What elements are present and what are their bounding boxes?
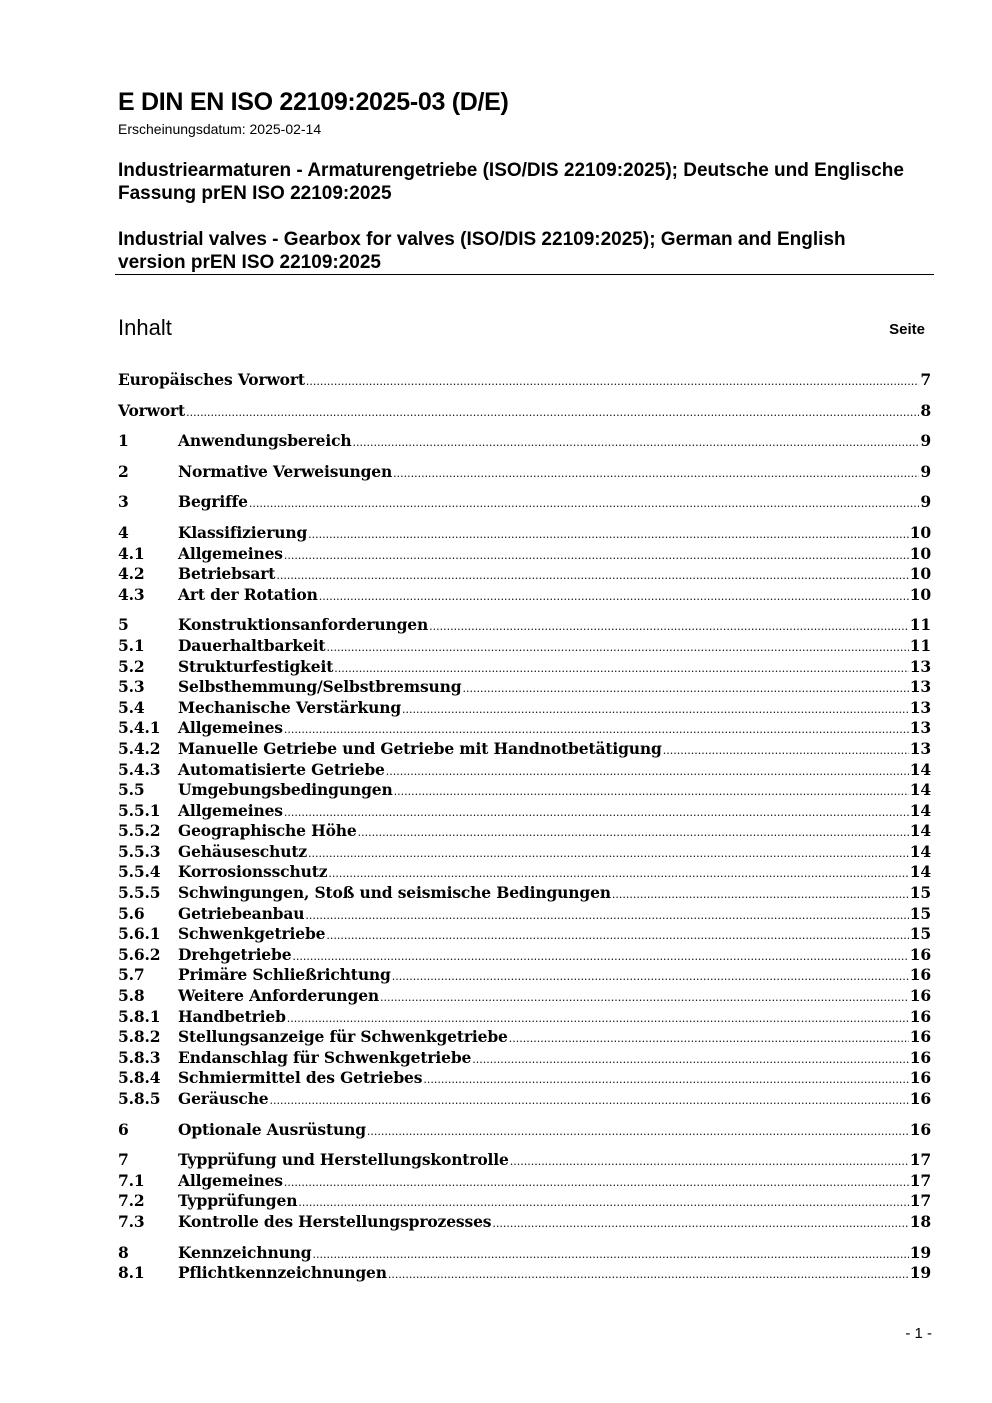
toc-entry-title: Korrosionsschutz bbox=[178, 862, 328, 882]
toc-entry-page: 8 bbox=[920, 400, 931, 420]
toc-entry[interactable] bbox=[118, 760, 931, 781]
toc-entry-title: Klassifizierung bbox=[178, 522, 308, 542]
toc-entry-number: 5.7 bbox=[118, 965, 145, 985]
toc-dot-leader bbox=[334, 662, 909, 675]
toc-entry[interactable] bbox=[118, 883, 931, 904]
toc-entry[interactable] bbox=[118, 1243, 931, 1264]
toc-entry-page: 15 bbox=[909, 903, 931, 923]
toc-entry[interactable] bbox=[118, 1048, 931, 1069]
toc-entry[interactable] bbox=[118, 544, 931, 565]
toc-dot-leader bbox=[394, 785, 909, 798]
toc-entry-page: 11 bbox=[909, 615, 931, 635]
toc-entry[interactable] bbox=[118, 924, 931, 945]
toc-entry-page: 17 bbox=[909, 1170, 931, 1190]
toc-entry[interactable] bbox=[118, 1171, 931, 1192]
toc-entry-number: 5.8.5 bbox=[118, 1089, 161, 1108]
toc-entry[interactable] bbox=[118, 492, 931, 513]
toc-dot-leader bbox=[462, 682, 908, 695]
toc-entry-page: 14 bbox=[909, 800, 931, 820]
toc-entry-title: Konstruktionsanforderungen bbox=[178, 615, 429, 635]
toc-entry-title: Optionale Ausrüstung bbox=[178, 1119, 366, 1139]
page-number: - 1 - bbox=[905, 1325, 932, 1342]
toc-entry-page: 10 bbox=[909, 564, 931, 584]
toc-entry-title: Typprüfungen bbox=[178, 1191, 298, 1211]
toc-dot-leader bbox=[308, 847, 909, 860]
toc-entry-page: 16 bbox=[909, 1006, 931, 1026]
toc-entry-number: 5.2 bbox=[118, 656, 145, 676]
toc-entry[interactable] bbox=[118, 1191, 931, 1212]
toc-entry-page: 9 bbox=[920, 461, 931, 481]
toc-entry-title: Mechanische Verstärkung bbox=[178, 697, 402, 717]
toc-entry-number: 5.5.3 bbox=[118, 841, 161, 861]
toc-entry-title: Geräusche bbox=[178, 1089, 269, 1108]
toc-entry-number: 5.6.2 bbox=[118, 944, 161, 964]
toc-dot-leader bbox=[510, 1155, 909, 1168]
toc-entry[interactable] bbox=[118, 1263, 931, 1284]
toc-entry-number: 5.4.2 bbox=[118, 738, 161, 758]
toc-entry-page: 19 bbox=[909, 1263, 931, 1283]
toc-entry[interactable] bbox=[118, 431, 931, 452]
toc-entry-page: 16 bbox=[909, 1119, 931, 1139]
toc-entry[interactable] bbox=[118, 462, 931, 483]
toc-page-label: Seite bbox=[889, 321, 925, 338]
toc-entry[interactable] bbox=[118, 718, 931, 739]
toc-entry-number: 1 bbox=[118, 431, 129, 451]
toc-entry-page: 10 bbox=[909, 584, 931, 604]
toc-entry-page: 10 bbox=[909, 543, 931, 563]
toc-entry-number: 5.8.4 bbox=[118, 1068, 161, 1088]
toc-dot-leader bbox=[402, 703, 909, 716]
toc-entry-number: 5.6.1 bbox=[118, 924, 161, 944]
toc-entry-title: Anwendungsbereich bbox=[178, 431, 352, 451]
toc-dot-leader bbox=[358, 826, 909, 839]
toc-entry-number: 4.1 bbox=[118, 543, 145, 563]
toc-dot-leader bbox=[472, 1053, 908, 1066]
toc-dot-leader bbox=[305, 909, 908, 922]
toc-entry-title: Manuelle Getriebe und Getriebe mit Handnotbetätigung bbox=[178, 738, 662, 758]
toc-entry-number: 6 bbox=[118, 1119, 129, 1139]
toc-entry[interactable] bbox=[118, 636, 931, 657]
toc-entry-number: 5.8.2 bbox=[118, 1027, 161, 1047]
toc-entry-title: Kontrolle des Herstellungsprozesses bbox=[178, 1211, 492, 1231]
toc-entry-title: Automatisierte Getriebe bbox=[178, 759, 385, 779]
toc-entry-number: 7.3 bbox=[118, 1211, 145, 1231]
toc-entry-number: 3 bbox=[118, 492, 129, 512]
toc-entry-page: 16 bbox=[909, 965, 931, 985]
toc-dot-leader bbox=[284, 1176, 909, 1189]
toc-entry-title: Handbetrieb bbox=[178, 1006, 286, 1026]
toc-entry-page: 13 bbox=[909, 738, 931, 758]
toc-entry-page: 16 bbox=[909, 1047, 931, 1067]
toc-entry-number: 5.8.1 bbox=[118, 1006, 161, 1026]
toc-dot-leader bbox=[249, 497, 920, 510]
toc-entry[interactable] bbox=[118, 523, 931, 544]
toc-entry-title: Allgemeines bbox=[178, 800, 283, 820]
toc-heading: Inhalt bbox=[118, 315, 172, 340]
toc-entry-number: 7.1 bbox=[118, 1170, 145, 1190]
toc-entry-number: 5.6 bbox=[118, 903, 145, 923]
toc-entry-title: Stellungsanzeige für Schwenkgetriebe bbox=[178, 1027, 508, 1047]
toc-entry-title: Begriffe bbox=[178, 492, 248, 512]
toc-entry[interactable] bbox=[118, 739, 931, 760]
toc-entry[interactable] bbox=[118, 945, 931, 966]
table-of-contents bbox=[118, 370, 931, 1284]
toc-entry-page: 13 bbox=[909, 718, 931, 738]
toc-entry-page: 17 bbox=[909, 1150, 931, 1170]
toc-entry-title: Allgemeines bbox=[178, 543, 283, 563]
toc-entry-title: Kennzeichnung bbox=[178, 1242, 312, 1262]
toc-entry-page: 19 bbox=[909, 1242, 931, 1262]
toc-dot-leader bbox=[380, 991, 909, 1004]
toc-entry-title: Normative Verweisungen bbox=[178, 461, 393, 481]
toc-dot-leader bbox=[393, 467, 919, 480]
toc-entry-title: Typprüfung und Herstellungskontrolle bbox=[178, 1150, 509, 1170]
toc-entry-number: 5.4 bbox=[118, 697, 145, 717]
toc-dot-leader bbox=[276, 569, 908, 582]
toc-entry[interactable] bbox=[118, 904, 931, 925]
toc-entry-page: 11 bbox=[909, 635, 931, 655]
toc-entry-title: Allgemeines bbox=[178, 718, 283, 738]
toc-entry-page: 16 bbox=[909, 944, 931, 964]
toc-entry-page: 16 bbox=[909, 986, 931, 1006]
toc-entry[interactable] bbox=[118, 821, 931, 842]
toc-entry[interactable] bbox=[118, 1089, 931, 1110]
toc-entry-title: Schwingungen, Stoß und seismische Bedingungen bbox=[178, 883, 611, 903]
toc-entry-title: Allgemeines bbox=[178, 1170, 283, 1190]
publication-date: Erscheinungsdatum: 2025-02-14 bbox=[118, 121, 322, 137]
toc-dot-leader bbox=[663, 744, 909, 757]
toc-entry-title: Vorwort bbox=[118, 400, 186, 420]
toc-dot-leader bbox=[270, 1094, 909, 1107]
toc-dot-leader bbox=[352, 436, 919, 449]
toc-entry-page: 14 bbox=[909, 821, 931, 841]
toc-dot-leader bbox=[326, 929, 908, 942]
toc-dot-leader bbox=[326, 641, 908, 654]
toc-entry-page: 14 bbox=[909, 862, 931, 882]
toc-dot-leader bbox=[319, 590, 909, 603]
toc-entry-page: 13 bbox=[909, 697, 931, 717]
toc-entry-number: 7.2 bbox=[118, 1191, 145, 1211]
toc-entry-title: Drehgetriebe bbox=[178, 944, 292, 964]
toc-entry-page: 14 bbox=[909, 780, 931, 800]
toc-entry-title: Art der Rotation bbox=[178, 584, 318, 604]
toc-dot-leader bbox=[367, 1125, 909, 1138]
toc-entry-number: 5.1 bbox=[118, 635, 145, 655]
toc-dot-leader bbox=[423, 1073, 908, 1086]
toc-entry-page: 16 bbox=[909, 1089, 931, 1108]
toc-dot-leader bbox=[388, 1268, 909, 1281]
toc-entry-number: 8 bbox=[118, 1242, 129, 1262]
toc-entry-title: Strukturfestigkeit bbox=[178, 656, 334, 676]
toc-entry-page: 15 bbox=[909, 883, 931, 903]
toc-entry[interactable] bbox=[118, 698, 931, 719]
toc-entry-page: 13 bbox=[909, 677, 931, 697]
toc-entry[interactable] bbox=[118, 1212, 931, 1233]
toc-entry-title: Selbsthemmung/Selbstbremsung bbox=[178, 677, 462, 697]
toc-entry-number: 2 bbox=[118, 461, 129, 481]
toc-dot-leader bbox=[284, 723, 909, 736]
toc-entry-title: Umgebungsbedingungen bbox=[178, 780, 393, 800]
toc-entry-number: 8.1 bbox=[118, 1263, 145, 1283]
toc-dot-leader bbox=[308, 528, 909, 541]
toc-entry[interactable] bbox=[118, 801, 931, 822]
toc-entry[interactable] bbox=[118, 1150, 931, 1171]
toc-entry-title: Getriebeanbau bbox=[178, 903, 305, 923]
toc-dot-leader bbox=[306, 375, 919, 388]
toc-dot-leader bbox=[298, 1196, 908, 1209]
german-title: Industriearmaturen - Armaturengetriebe (ISO/DIS 22109:2025); Deutsche und Englische Fassung prEN ISO 22109:2025 bbox=[118, 160, 904, 204]
toc-entry[interactable] bbox=[118, 370, 931, 391]
toc-dot-leader bbox=[284, 549, 909, 562]
toc-entry-page: 9 bbox=[920, 431, 931, 451]
toc-entry-number: 4.2 bbox=[118, 564, 145, 584]
toc-entry[interactable] bbox=[118, 401, 931, 422]
toc-entry[interactable] bbox=[118, 1007, 931, 1028]
toc-entry-page: 18 bbox=[909, 1211, 931, 1231]
toc-dot-leader bbox=[292, 950, 908, 963]
toc-entry-title: Endanschlag für Schwenkgetriebe bbox=[178, 1047, 472, 1067]
toc-entry-page: 14 bbox=[909, 759, 931, 779]
toc-entry[interactable] bbox=[118, 965, 931, 986]
toc-dot-leader bbox=[386, 765, 909, 778]
toc-entry[interactable] bbox=[118, 677, 931, 698]
toc-entry-number: 5.5.2 bbox=[118, 821, 161, 841]
toc-entry-number: 5.8.3 bbox=[118, 1047, 161, 1067]
toc-entry-page: 16 bbox=[909, 1027, 931, 1047]
toc-entry[interactable] bbox=[118, 986, 931, 1007]
toc-entry[interactable] bbox=[118, 615, 931, 636]
toc-entry-title: Schwenkgetriebe bbox=[178, 924, 326, 944]
toc-entry-title: Betriebsart bbox=[178, 564, 276, 584]
toc-entry-title: Schmiermittel des Getriebes bbox=[178, 1068, 423, 1088]
toc-entry-title: Geographische Höhe bbox=[178, 821, 357, 841]
toc-entry-title: Primäre Schließrichtung bbox=[178, 965, 391, 985]
toc-entry-number: 5.4.1 bbox=[118, 718, 161, 738]
toc-dot-leader bbox=[392, 970, 909, 983]
toc-dot-leader bbox=[492, 1217, 908, 1230]
toc-entry-number: 7 bbox=[118, 1150, 129, 1170]
toc-dot-leader bbox=[284, 806, 909, 819]
toc-entry-page: 16 bbox=[909, 1068, 931, 1088]
toc-entry-number: 5 bbox=[118, 615, 129, 635]
toc-entry[interactable] bbox=[118, 1027, 931, 1048]
toc-entry-number: 5.5 bbox=[118, 780, 145, 800]
toc-entry-number: 4.3 bbox=[118, 584, 145, 604]
toc-entry-page: 9 bbox=[920, 492, 931, 512]
toc-entry-title: Europäisches Vorwort bbox=[118, 370, 305, 389]
document-title: E DIN EN ISO 22109:2025-03 (D/E) bbox=[118, 88, 509, 116]
toc-entry-title: Pflichtkennzeichnungen bbox=[178, 1263, 387, 1283]
toc-entry[interactable] bbox=[118, 842, 931, 863]
toc-entry[interactable] bbox=[118, 1068, 931, 1089]
toc-entry-title: Dauerhaltbarkeit bbox=[178, 635, 326, 655]
toc-entry-page: 14 bbox=[909, 841, 931, 861]
toc-dot-leader bbox=[429, 620, 909, 633]
toc-entry-page: 15 bbox=[909, 924, 931, 944]
toc-entry-number: 5.4.3 bbox=[118, 759, 161, 779]
toc-entry-number: 5.5.1 bbox=[118, 800, 161, 820]
toc-entry-page: 17 bbox=[909, 1191, 931, 1211]
toc-entry[interactable] bbox=[118, 585, 931, 606]
toc-dot-leader bbox=[612, 888, 909, 901]
toc-entry-title: Weitere Anforderungen bbox=[178, 986, 380, 1006]
toc-entry-title: Gehäuseschutz bbox=[178, 841, 307, 861]
title-divider bbox=[115, 274, 934, 275]
toc-dot-leader bbox=[328, 867, 908, 880]
toc-entry[interactable] bbox=[118, 780, 931, 801]
toc-entry-number: 5.3 bbox=[118, 677, 145, 697]
toc-entry-number: 5.8 bbox=[118, 986, 145, 1006]
toc-entry-number: 5.5.5 bbox=[118, 883, 161, 903]
toc-entry-page: 10 bbox=[909, 522, 931, 542]
english-title: Industrial valves - Gearbox for valves (ISO/DIS 22109:2025); German and English version prEN ISO 22109:2025 bbox=[118, 229, 846, 273]
toc-entry-number: 4 bbox=[118, 522, 129, 542]
toc-entry-page: 7 bbox=[920, 370, 931, 389]
toc-entry-page: 13 bbox=[909, 656, 931, 676]
toc-dot-leader bbox=[509, 1032, 909, 1045]
toc-entry[interactable] bbox=[118, 1120, 931, 1141]
toc-dot-leader bbox=[287, 1012, 909, 1025]
toc-entry[interactable] bbox=[118, 564, 931, 585]
toc-dot-leader bbox=[313, 1248, 909, 1261]
toc-entry[interactable] bbox=[118, 862, 931, 883]
toc-entry-number: 5.5.4 bbox=[118, 862, 161, 882]
toc-entry[interactable] bbox=[118, 657, 931, 678]
toc-dot-leader bbox=[186, 406, 919, 419]
